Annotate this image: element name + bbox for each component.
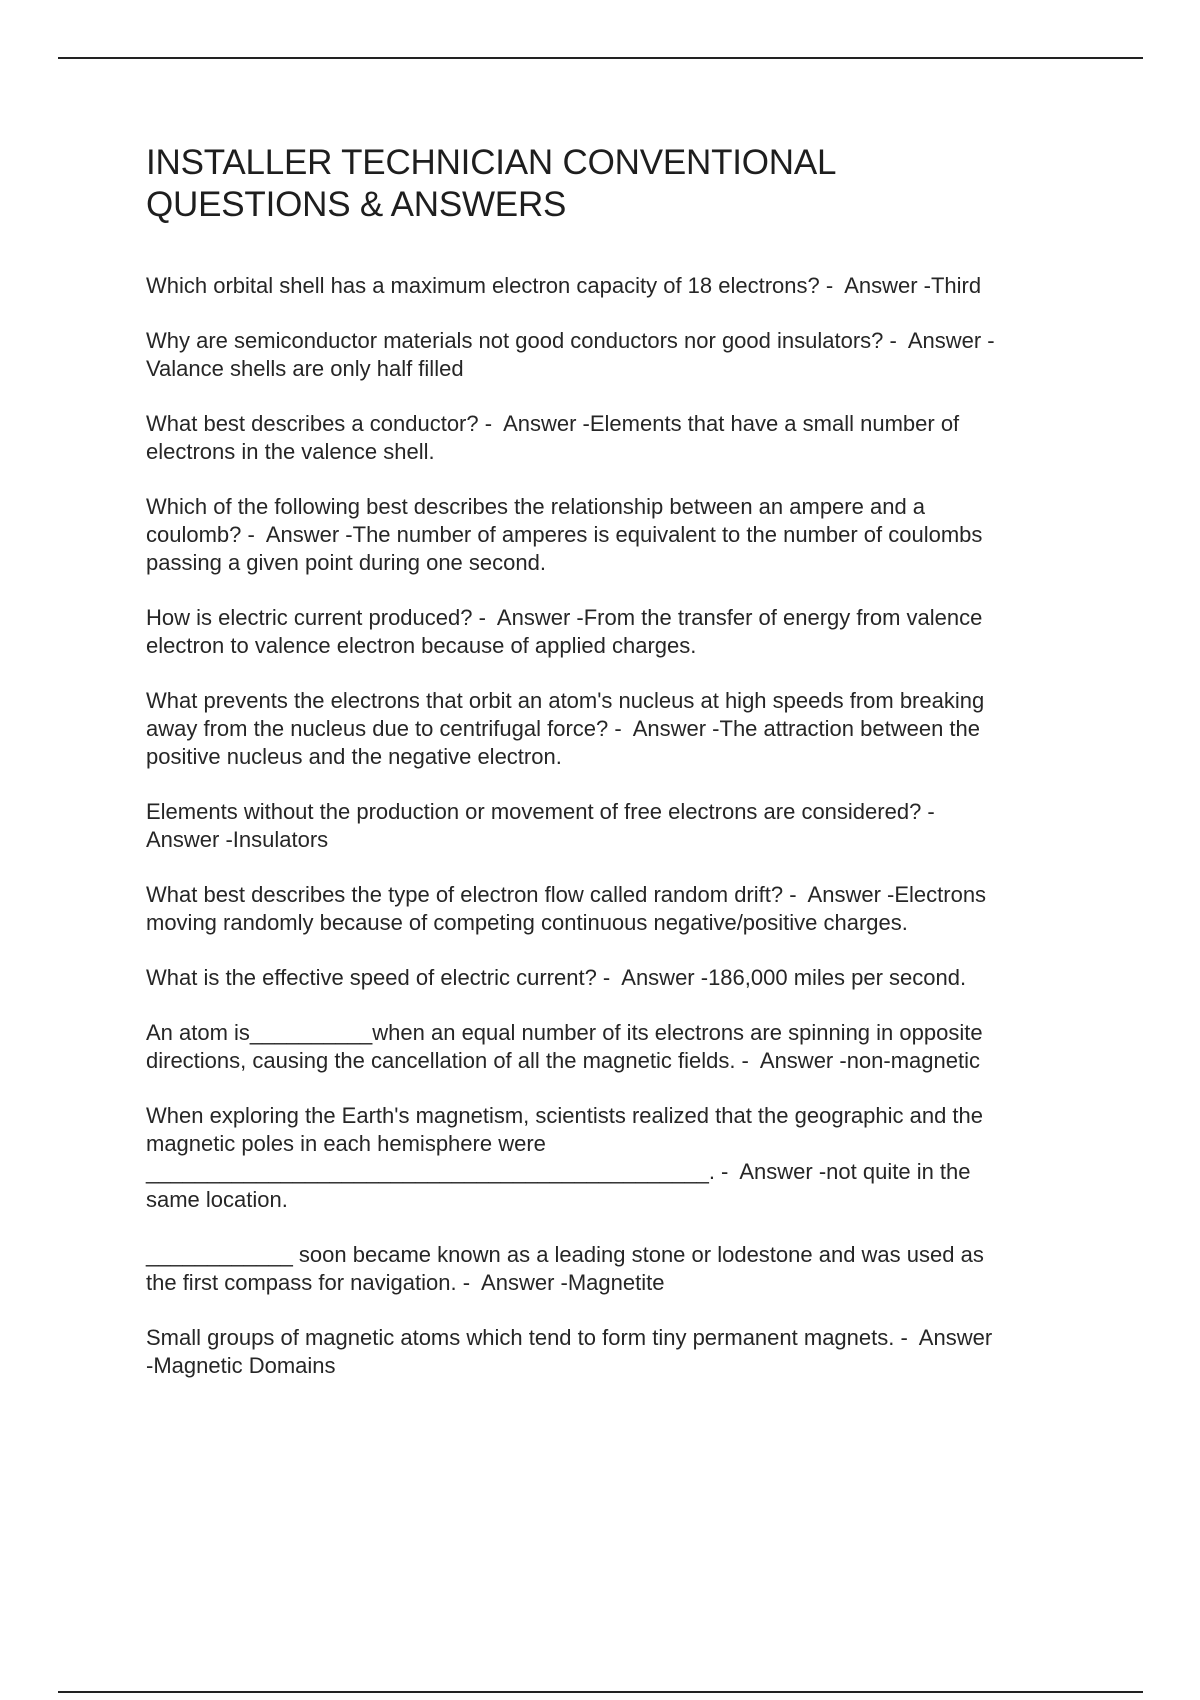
bottom-rule [58, 1691, 1143, 1693]
qa-line: Answer -Insulators [146, 827, 329, 852]
qa-line: Elements without the production or movement of free electrons are considered? - [146, 799, 935, 824]
qa-line: Valance shells are only half filled [146, 356, 464, 381]
qa-line: Which of the following best describes the relationship between an ampere and a [146, 494, 926, 519]
qa-line: magnetic poles in each hemisphere were [146, 1131, 546, 1156]
qa-line: ____________ soon became known as a leading stone or lodestone and was used as [146, 1242, 984, 1267]
qa-line: moving randomly because of competing continuous negative/positive charges. [146, 910, 908, 935]
qa-item [146, 604, 1086, 660]
title-line: QUESTIONS & ANSWERS [146, 185, 567, 224]
qa-line: What prevents the electrons that orbit an atom's nucleus at high speeds from breaking [146, 688, 985, 713]
qa-line: How is electric current produced? - Answer -From the transfer of energy from valence [146, 605, 983, 630]
title-line: INSTALLER TECHNICIAN CONVENTIONAL [146, 143, 837, 182]
qa-line: When exploring the Earth's magnetism, scientists realized that the geographic and the [146, 1103, 983, 1128]
qa-item [146, 493, 1086, 577]
qa-line: Which orbital shell has a maximum electron capacity of 18 electrons? - Answer -Third [146, 273, 982, 298]
qa-line: -Magnetic Domains [146, 1353, 336, 1378]
document-title [146, 142, 1086, 226]
qa-line: What best describes a conductor? - Answer -Elements that have a small number of [146, 411, 960, 436]
qa-item [146, 1102, 1086, 1214]
document-page [146, 142, 1086, 1407]
qa-line: coulomb? - Answer -The number of amperes is equivalent to the number of coulombs [146, 522, 983, 547]
qa-item [146, 272, 1086, 300]
qa-line: directions, causing the cancellation of all the magnetic fields. - Answer -non-magnetic [146, 1048, 980, 1073]
qa-line: positive nucleus and the negative electron. [146, 744, 562, 769]
top-rule [58, 57, 1143, 59]
qa-line: passing a given point during one second. [146, 550, 546, 575]
qa-item [146, 964, 1086, 992]
qa-item [146, 410, 1086, 466]
qa-line: ______________________________________________. - Answer -not quite in the [146, 1159, 971, 1184]
qa-line: Small groups of magnetic atoms which tend to form tiny permanent magnets. - Answer [146, 1325, 993, 1350]
qa-item [146, 798, 1086, 854]
qa-line: same location. [146, 1187, 288, 1212]
qa-line: What best describes the type of electron flow called random drift? - Answer -Electrons [146, 882, 987, 907]
qa-item [146, 327, 1086, 383]
qa-item [146, 1241, 1086, 1297]
qa-item [146, 881, 1086, 937]
qa-line: electron to valence electron because of applied charges. [146, 633, 697, 658]
qa-line: away from the nucleus due to centrifugal force? - Answer -The attraction between the [146, 716, 981, 741]
qa-line: the first compass for navigation. - Answer -Magnetite [146, 1270, 665, 1295]
qa-line: electrons in the valence shell. [146, 439, 435, 464]
qa-item [146, 687, 1086, 771]
qa-item [146, 1324, 1086, 1380]
qa-line: What is the effective speed of electric current? - Answer -186,000 miles per second. [146, 965, 967, 990]
qa-item [146, 1019, 1086, 1075]
qa-line: An atom is__________when an equal number of its electrons are spinning in opposite [146, 1020, 983, 1045]
qa-list [146, 272, 1086, 1380]
qa-line: Why are semiconductor materials not good conductors nor good insulators? - Answer - [146, 328, 995, 353]
